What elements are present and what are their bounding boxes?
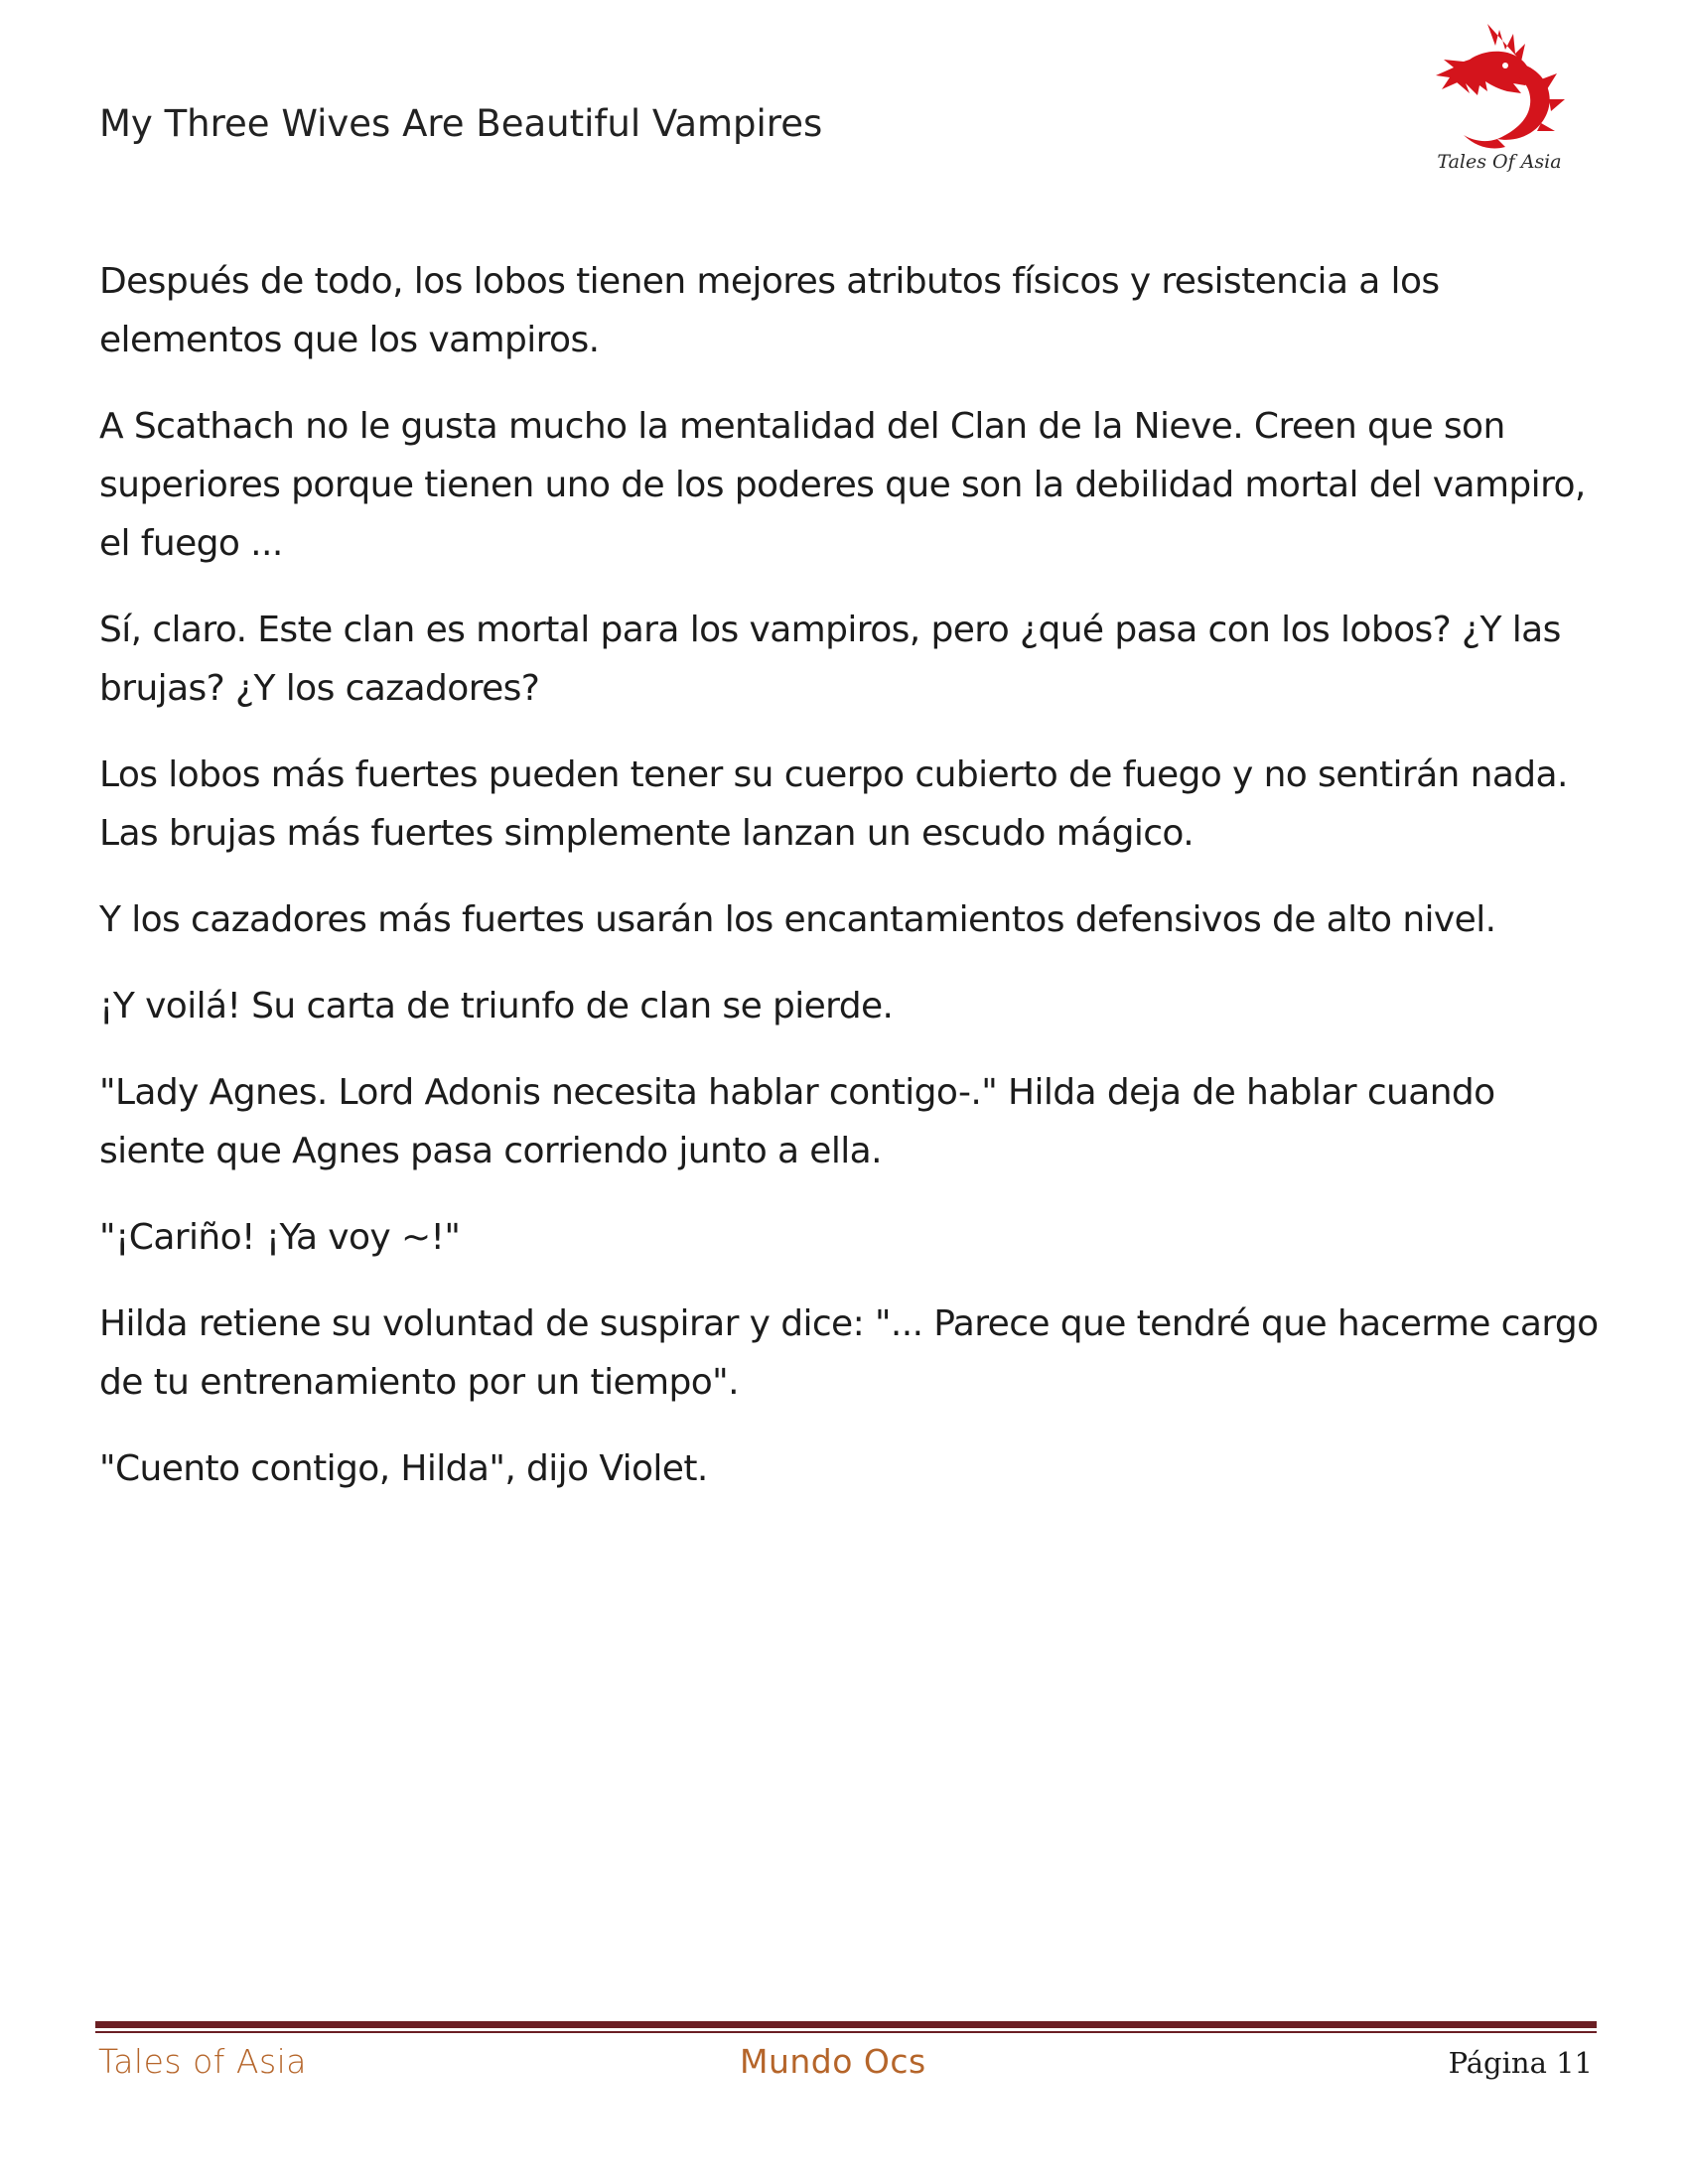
footer-rule <box>95 2021 1597 2028</box>
footer-rule-thin <box>95 2031 1597 2033</box>
paragraph: Y los cazadores más fuertes usarán los encantamientos defensivos de alto nivel. <box>99 899 1496 940</box>
paragraph: Sí, claro. Este clan es mortal para los vampiros, pero ¿qué pasa con los lobos? ¿Y las brujas? ¿Y los cazadores? <box>99 610 1561 709</box>
paragraph: Después de todo, los lobos tienen mejores atributos físicos y resistencia a los elementos que los vampiros. <box>99 261 1440 360</box>
document-title: My Three Wives Are Beautiful Vampires <box>99 102 823 145</box>
paragraph: Los lobos más fuertes pueden tener su cuerpo cubierto de fuego y no sentirán nada. Las brujas más fuertes simplemente lanzan un escudo mágico. <box>99 754 1568 854</box>
footer-site-name: Tales of Asia <box>98 2042 308 2081</box>
dragon-icon <box>1430 20 1569 154</box>
chapter-body <box>99 252 1609 1526</box>
paragraph: Hilda retiene su voluntad de suspirar y dice: "... Parece que tendré que hacerme cargo de tu entrenamiento por un tiempo". <box>99 1303 1599 1403</box>
paragraph: "¡Cariño! ¡Ya voy ~!" <box>99 1217 461 1258</box>
paragraph: "Cuento contigo, Hilda", dijo Violet. <box>99 1448 708 1489</box>
paragraph: A Scathach no le gusta mucho la mentalidad del Clan de la Nieve. Creen que son superiores porque tienen uno de los poderes que son la debilidad mortal del vampiro, el fuego ... <box>99 406 1586 564</box>
paragraph: "Lady Agnes. Lord Adonis necesita hablar contigo-." Hilda deja de hablar cuando siente que Agnes pasa corriendo junto a ella. <box>99 1072 1495 1171</box>
tales-of-asia-logo <box>1430 20 1569 184</box>
paragraph: ¡Y voilá! Su carta de triunfo de clan se pierde. <box>99 986 894 1026</box>
footer-center-text: Mundo Ocs <box>740 2042 926 2081</box>
logo-text: Tales Of Asia <box>1437 151 1562 173</box>
page-number: Página 11 <box>1448 2046 1593 2080</box>
